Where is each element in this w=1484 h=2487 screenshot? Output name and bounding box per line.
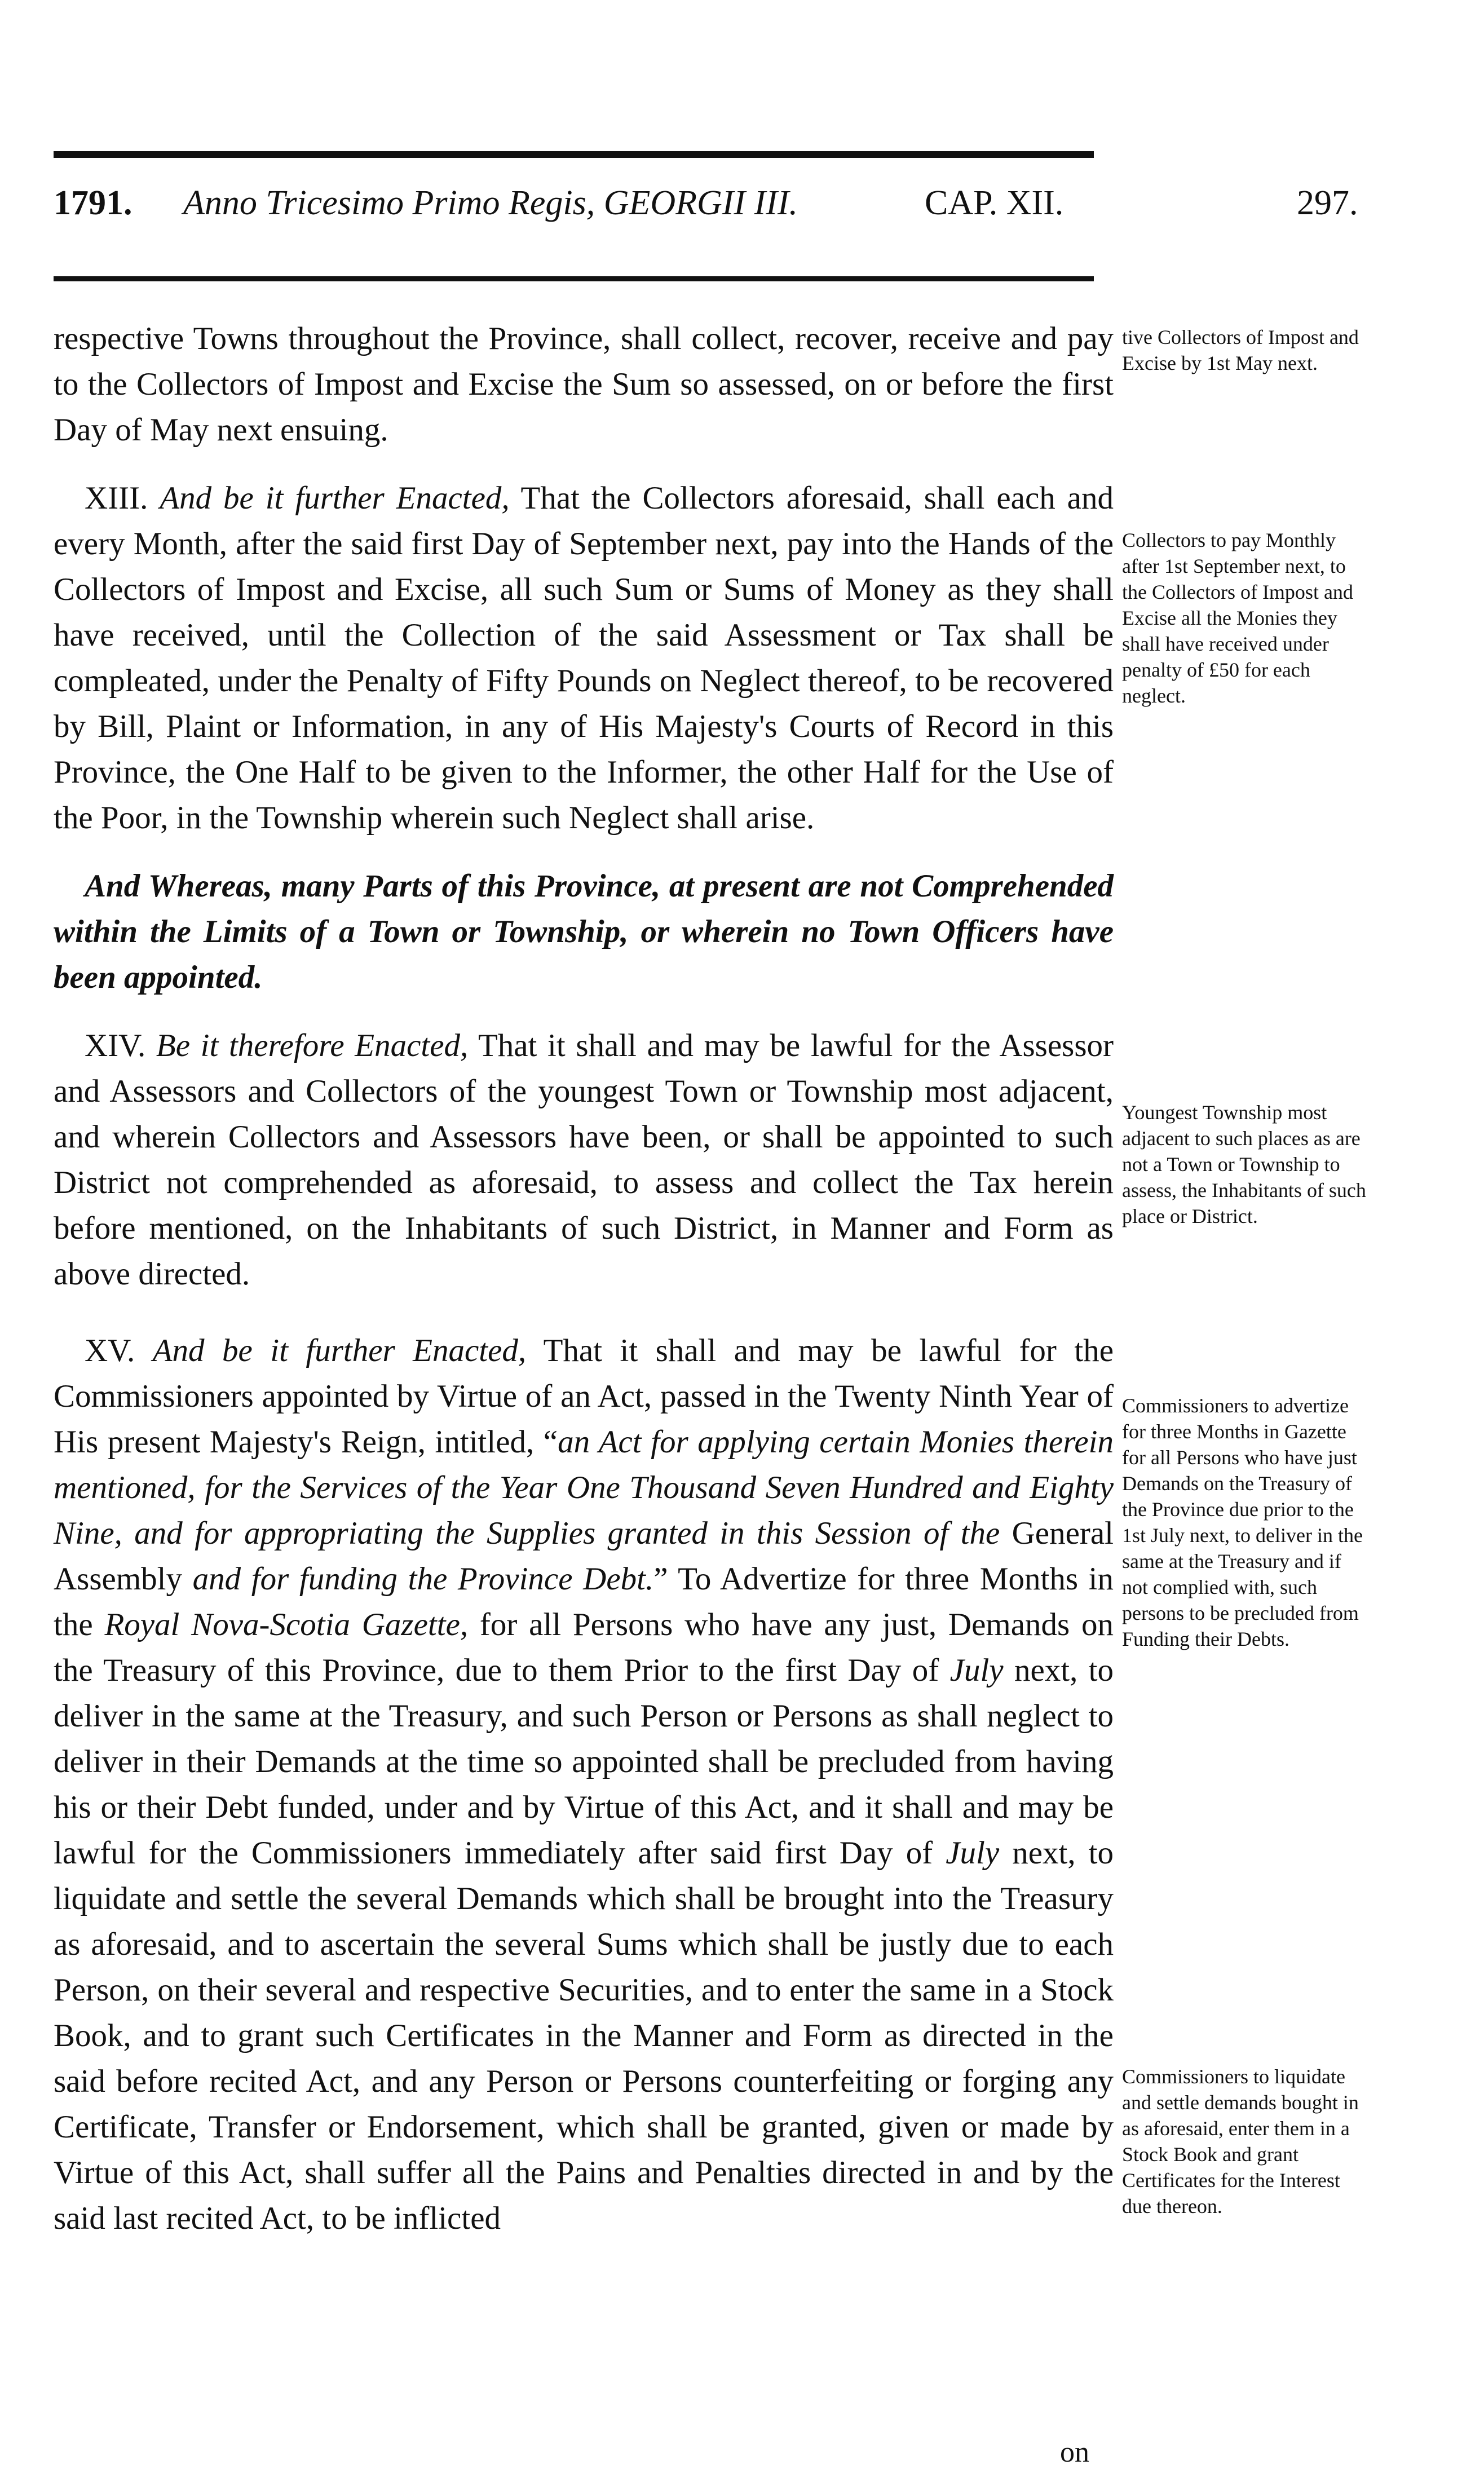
general-assembly: General Assembly [54, 1516, 1114, 1597]
margin-note-monthly-payment: Collectors to pay Monthly after 1st September next, to the Collectors of Impost and Excise all the Monies they shall have received under penalty of £50 for each neglect. [1122, 529, 1353, 707]
header-top-rule [54, 151, 1094, 158]
header-chapter: CAP. XII. [925, 184, 1064, 222]
section-text: next, to liquidate and settle the several Demands which shall be brought into the Treasury as aforesaid, and to ascertain the several Sums which shall be justly due to each Person, on their several and respective Securities, and to enter the same in a Stock Book, and to grant such Certificates in the Manner and Form as directed in the said before recited Act, and any Person or Persons counterfeiting or forging any Certificate, Transfer or Endorsement, which shall be granted, given or made by Virtue of this Act, shall suffer all the Pains and Penalties directed in and by the said last recited Act, to be inflicted [54, 1835, 1114, 2236]
page-number: 297. [1297, 184, 1358, 222]
enacting-clause: And be it further Enacted, [152, 1333, 527, 1368]
section-text: for all Persons who have any just, Demands on the Treasury of this Province, due to them Prior to the first Day of [54, 1607, 1114, 1688]
margin-note-commissioners-advertize: Commissioners to advertize for three Months in Gazette for all Persons who have just Demands on the Treasury of the Province due prior to the 1st July next, to deliver in the same at the Treasury and if not complied with, such persons to be precluded from Funding their Debts. [1122, 1394, 1363, 1650]
section-number: XIII. [85, 480, 148, 516]
section-xiii [54, 475, 1114, 841]
margin-note-commissioners-liquidate: Commissioners to liquidate and settle demands bought in as aforesaid, enter them in a Stock Book and grant Certificates for the Interest due thereon. [1122, 2065, 1359, 2217]
header-title: Anno Tricesimo Primo Regis, GEORGII III. [183, 184, 798, 222]
section-number: XV. [85, 1333, 135, 1368]
act-title-end: and for funding the Province Debt. [192, 1561, 654, 1597]
enacting-clause: Be it therefore Enacted, [156, 1028, 469, 1063]
act-title: an Act for applying certain Monies therein mentioned, for the Services of the Year One Thousand Seven Hundred and Eighty Nine, and for appropriating the Supplies granted in this Session of the [54, 1424, 1114, 1551]
preamble-whereas: And Whereas, many Parts of this Province, at present are not Comprehended within the Limits of a Town or Township, or wherein no Town Officers have been appointed. [54, 868, 1114, 995]
section-text: That it shall and may be lawful for the Assessor and Assessors and Collectors of the youngest Town or Township most adjacent, and wherein Collectors and Assessors have been, or shall be appointed to such District not comprehended as aforesaid, to assess and collect the Tax herein before mentioned, on the Inhabitants of such District, in Manner and Form as above directed. [54, 1028, 1114, 1292]
catchword: on [1060, 2436, 1089, 2468]
main-text-column [54, 316, 1114, 2241]
margin-note-youngest-township: Youngest Township most adjacent to such places as are not a Town or Township to assess, the Inhabitants of such place or District. [1122, 1101, 1366, 1227]
section-text: next, to deliver in the same at the Treasury, and such Person or Persons as shall neglect to deliver in their Demands at the time so appointed shall be precluded from having his or their Debt funded, under and by Virtue of this Act, and it shall and may be lawful for the Commissioners immediately after said first Day of [54, 1653, 1114, 1871]
section-xiv [54, 1023, 1114, 1297]
month-july: July [949, 1653, 1004, 1688]
month-july: July [946, 1835, 1000, 1871]
section-text: ” To Advertize for three Months in the [54, 1561, 1114, 1642]
section-text: That the Collectors aforesaid, shall each and every Month, after the said first Day of September next, pay into the Hands of the Collectors of Impost and Excise, all such Sum or Sums of Money as they shall have received, until the Collection of the said Assessment or Tax shall be compleated, under the Penalty of Fifty Pounds on Neglect thereof, to be recovered by Bill, Plaint or Information, in any of His Majesty's Courts of Record in this Province, the One Half to be given to the Informer, the other Half for the Use of the Poor, in the Township wherein such Neglect shall arise. [54, 480, 1114, 836]
section-number: XIV. [85, 1028, 146, 1063]
gazette-name: Royal Nova-Scotia Gazette, [104, 1607, 469, 1642]
section-xv [54, 1328, 1114, 2241]
header-bottom-rule [54, 276, 1094, 281]
header-year: 1791. [54, 184, 132, 222]
enacting-clause: And be it further Enacted, [160, 480, 510, 516]
paragraph-continued: respective Towns throughout the Province, shall collect, recover, receive and pay to the Collectors of Impost and Excise the Sum so assessed, on or before the first Day of May next ensuing. [54, 321, 1114, 448]
margin-note-collectors-pay: tive Collectors of Impost and Excise by 1st May next. [1122, 326, 1359, 374]
section-text: That it shall and may be lawful for the Commissioners appointed by Virtue of an Act, passed in the Twenty Ninth Year of His present Majesty's Reign, intitled, “ [54, 1333, 1114, 1460]
running-header [54, 183, 1362, 240]
